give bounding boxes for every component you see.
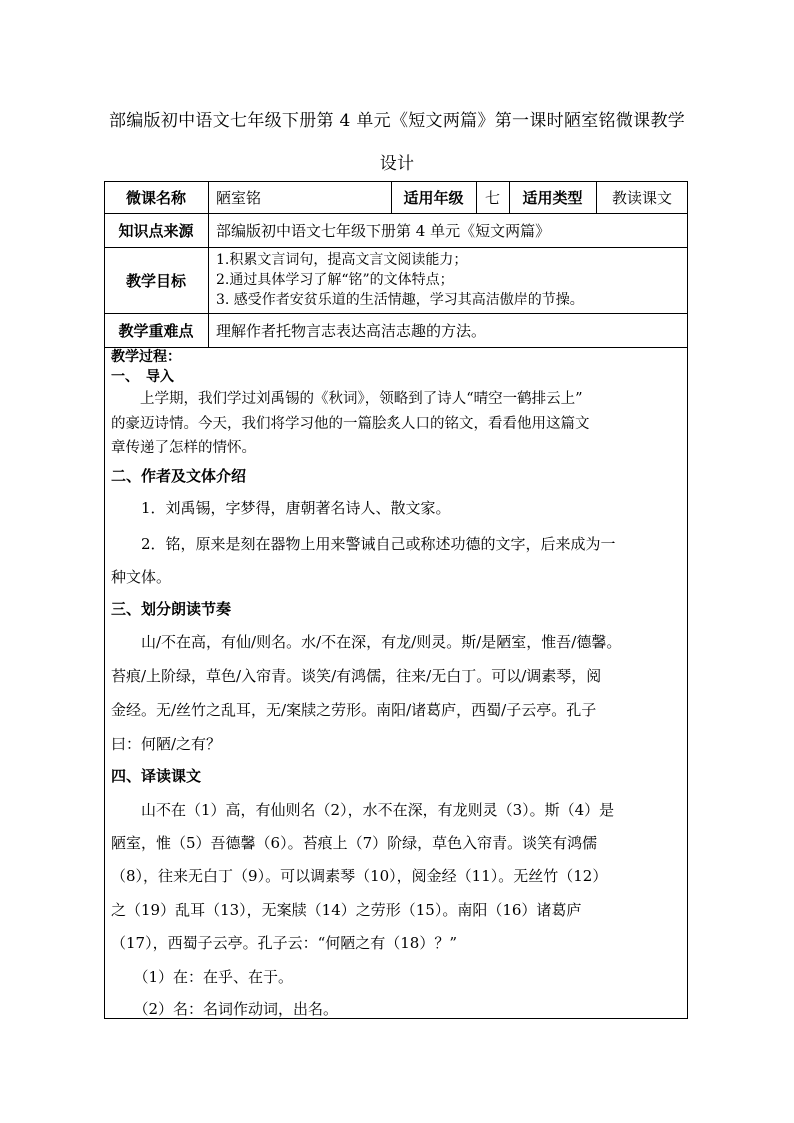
document-title-line1: 部编版初中语文七年级下册第 4 单元《短文两篇》第一课时陋室铭微课教学	[108, 111, 686, 131]
goal-item: 2.通过具体学习了解“铭”的文体特点；	[216, 272, 454, 288]
paragraph-line: 曰：何陋/之有？	[111, 735, 222, 753]
paragraph-line: 之（19）乱耳（13），无案牍（14）之劳形（15）。南阳（16）诸葛庐	[111, 901, 582, 919]
label-goals: 教学目标	[125, 271, 186, 290]
paragraph-line: 的豪迈诗情。今天，我们将学习他的一篇脍炙人口的铭文，看看他用这篇文	[111, 416, 590, 432]
value-type: 教读课文	[611, 188, 672, 207]
label-key-points: 教学重难点	[118, 321, 194, 340]
paragraph-line: 种文体。	[111, 568, 172, 586]
value-grade: 七	[484, 188, 500, 207]
annotation-line: （2）名：名词作动词，出名。	[111, 1000, 339, 1018]
annotation-line: （1）在：在乎、在于。	[111, 968, 294, 986]
goal-item: 3. 感受作者安贫乐道的生活情趣，学习其高洁傲岸的节操。	[216, 292, 584, 308]
paragraph-line: 1．刘禹锡，字梦得，唐朝著名诗人、散文家。	[111, 499, 451, 517]
section-heading: 一、 导入	[111, 369, 174, 385]
table-row-divider	[104, 347, 688, 348]
value-source: 部编版初中语文七年级下册第 4 单元《短文两篇》	[216, 221, 551, 240]
process-heading: 教学过程：	[111, 349, 181, 365]
paragraph-line: 上学期，我们学过刘禹锡的《秋词》，领略到了诗人“晴空一鹤排云上”	[111, 391, 583, 407]
section-heading: 三、划分朗读节奏	[111, 600, 232, 618]
paragraph-line: 2．铭，原来是刻在器物上用来警诫自己或称述功德的文字，后来成为一	[111, 535, 616, 553]
section-heading: 四、译读课文	[111, 767, 202, 785]
paragraph-line: 山/不在高，有仙/则名。水/不在深，有龙/则灵。斯/是陋室，惟吾/德馨。	[111, 633, 622, 651]
document-title-line2: 设计	[379, 154, 415, 174]
label-source: 知识点来源	[118, 221, 194, 240]
paragraph-line: 山不在（1）高，有仙则名（2），水不在深，有龙则灵（3）。斯（4）是	[111, 801, 615, 819]
label-grade: 适用年级	[403, 188, 464, 207]
label-type: 适用类型	[522, 188, 583, 207]
paragraph-line: 陋室，惟（5）吾德馨（6）。苔痕上（7）阶绿，草色入帘青。谈笑有鸿儒	[111, 834, 598, 852]
label-course-name: 微课名称	[125, 188, 186, 207]
paragraph-line: （17），西蜀子云亭。孔子云：“何陋之有（18）？”	[111, 934, 458, 952]
paragraph-line: （8），往来无白丁（9）。可以调素琴（10），阅金经（11）。无丝竹（12）	[111, 867, 608, 885]
paragraph-line: 章传递了怎样的情怀。	[111, 440, 256, 456]
paragraph-line: 苔痕/上阶绿，草色/入帘青。谈笑/有鸿儒，往来/无白丁。可以/调素琴，阅	[111, 667, 602, 685]
value-key-points: 理解作者托物言志表达高洁志趣的方法。	[216, 321, 487, 340]
section-heading: 二、作者及文体介绍	[111, 467, 247, 485]
value-course-name: 陋室铭	[216, 188, 262, 207]
paragraph-line: 金经。无/丝竹之乱耳，无/案牍之劳形。南阳/诸葛庐，西蜀/子云亭。孔子	[111, 701, 597, 719]
goal-item: 1.积累文言词句，提高文言文阅读能力；	[216, 252, 468, 268]
